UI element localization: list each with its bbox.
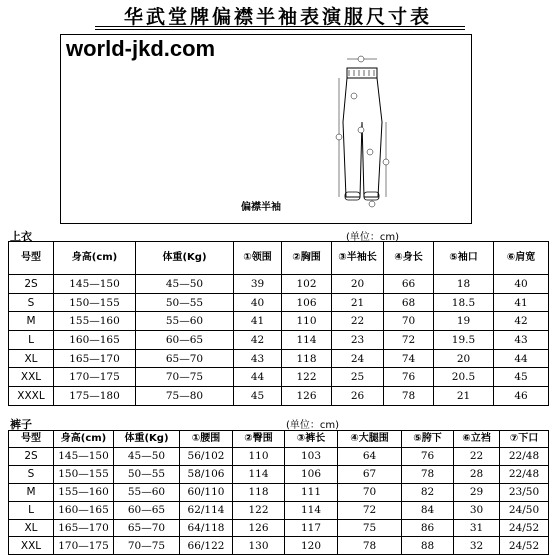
table-cell: 24/52	[500, 537, 549, 555]
table-cell: 114	[282, 331, 332, 350]
table-row	[9, 465, 549, 483]
table-cell: 26	[332, 387, 384, 406]
table-cell: 74	[384, 349, 434, 368]
table-cell: 88	[402, 537, 454, 555]
table-cell: 120	[285, 537, 338, 555]
table-cell: 62/114	[180, 501, 233, 519]
header-cell: ⑥肩宽	[494, 242, 549, 275]
table-cell: 66	[384, 275, 434, 294]
table-cell: 22	[454, 448, 500, 466]
table-cell: 25	[332, 368, 384, 387]
table-cell: 72	[338, 501, 402, 519]
top-size-table	[8, 241, 549, 406]
table-cell: 44	[234, 368, 282, 387]
table-cell: 175—180	[54, 387, 136, 406]
table-cell: 117	[285, 519, 338, 537]
table-cell: 18	[434, 275, 494, 294]
header-cell: ①腰围	[180, 431, 233, 448]
table-cell: 106	[285, 465, 338, 483]
table-row	[9, 275, 549, 294]
header-cell: 身高(cm)	[54, 431, 114, 448]
table-cell: 22/48	[500, 448, 549, 466]
table-cell: 165—170	[54, 349, 136, 368]
table-cell: 75—80	[136, 387, 234, 406]
table-cell: 32	[454, 537, 500, 555]
table-cell: 23/50	[500, 483, 549, 501]
table-cell: 126	[282, 387, 332, 406]
table-row	[9, 519, 549, 537]
page-title: 华武堂牌偏襟半袖表演服尺寸表	[123, 6, 432, 28]
table-cell: 122	[233, 501, 285, 519]
table-cell: 82	[402, 483, 454, 501]
table-cell: 165—170	[54, 519, 114, 537]
table-cell: 67	[338, 465, 402, 483]
table-cell: 19.5	[434, 331, 494, 350]
header-cell: 号型	[9, 242, 54, 275]
table-cell: 118	[282, 349, 332, 368]
table-cell: 64	[338, 448, 402, 466]
table-row	[9, 483, 549, 501]
table-cell: 45	[494, 368, 549, 387]
table-cell: 106	[282, 293, 332, 312]
table-cell: 102	[282, 275, 332, 294]
header-cell: 体重(Kg)	[114, 431, 180, 448]
size-cell: 2S	[9, 448, 54, 466]
table-cell: 42	[494, 312, 549, 331]
header-cell: ⑦下口	[500, 431, 549, 448]
table-cell: 50—55	[114, 465, 180, 483]
table-cell: 44	[494, 349, 549, 368]
table-cell: 84	[402, 501, 454, 519]
table-cell: 118	[233, 483, 285, 501]
header-cell: ④身长	[384, 242, 434, 275]
top-table-header	[9, 242, 549, 275]
header-cell: ①领围	[234, 242, 282, 275]
table-cell: 114	[233, 465, 285, 483]
table-row	[9, 349, 549, 368]
table-cell: 122	[282, 368, 332, 387]
size-cell: XL	[9, 349, 54, 368]
table-cell: 20	[332, 275, 384, 294]
table-cell: 70—75	[114, 537, 180, 555]
table-cell: 43	[494, 331, 549, 350]
table-row	[9, 537, 549, 555]
table-cell: 41	[494, 293, 549, 312]
top-section-label: 上衣	[10, 230, 32, 243]
title-underline-2	[95, 29, 465, 30]
table-cell: 45—50	[114, 448, 180, 466]
table-cell: 28	[454, 465, 500, 483]
table-cell: 60/110	[180, 483, 233, 501]
table-cell: 150—155	[54, 465, 114, 483]
table-cell: 72	[384, 331, 434, 350]
bottom-size-table	[8, 430, 549, 555]
table-cell: 75	[338, 519, 402, 537]
header-cell: 体重(Kg)	[136, 242, 234, 275]
table-cell: 39	[234, 275, 282, 294]
table-cell: 20	[434, 349, 494, 368]
table-row	[9, 501, 549, 519]
size-cell: L	[9, 331, 54, 350]
header-cell: ④大腿围	[338, 431, 402, 448]
header-cell: ③半袖长	[332, 242, 384, 275]
table-cell: 70	[384, 312, 434, 331]
table-row	[9, 387, 549, 406]
table-cell: 126	[233, 519, 285, 537]
title-underline	[95, 26, 465, 27]
table-row	[9, 448, 549, 466]
table-cell: 60—65	[114, 501, 180, 519]
table-cell: 43	[234, 349, 282, 368]
table-cell: 21	[332, 293, 384, 312]
size-cell: 2S	[9, 275, 54, 294]
header-cell: ⑤袖口	[434, 242, 494, 275]
watermark: world-jkd.com	[66, 36, 216, 61]
table-cell: 30	[454, 501, 500, 519]
table-cell: 78	[384, 387, 434, 406]
table-cell: 58/106	[180, 465, 233, 483]
table-row	[9, 293, 549, 312]
header-cell: ②臀围	[233, 431, 285, 448]
table-row	[9, 312, 549, 331]
table-cell: 55—60	[114, 483, 180, 501]
table-cell: 42	[234, 331, 282, 350]
table-cell: 56/102	[180, 448, 233, 466]
table-cell: 66/122	[180, 537, 233, 555]
table-cell: 110	[233, 448, 285, 466]
table-cell: 130	[233, 537, 285, 555]
table-cell: 24	[332, 349, 384, 368]
table-cell: 50—55	[136, 293, 234, 312]
table-cell: 76	[384, 368, 434, 387]
table-cell: 22/48	[500, 465, 549, 483]
table-cell: 29	[454, 483, 500, 501]
table-cell: 155—160	[54, 312, 136, 331]
table-cell: 76	[402, 448, 454, 466]
table-cell: 160—165	[54, 331, 136, 350]
size-cell: M	[9, 483, 54, 501]
size-cell: M	[9, 312, 54, 331]
table-cell: 65—70	[114, 519, 180, 537]
table-cell: 70	[338, 483, 402, 501]
bottom-unit-label: (单位：cm)	[286, 420, 340, 431]
table-cell: 155—160	[54, 483, 114, 501]
size-cell: XXXL	[9, 387, 54, 406]
table-cell: 24/50	[500, 501, 549, 519]
table-cell: 46	[494, 387, 549, 406]
table-cell: 40	[234, 293, 282, 312]
pants-diagram	[316, 52, 406, 212]
size-cell: XXL	[9, 368, 54, 387]
table-cell: 45—50	[136, 275, 234, 294]
table-cell: 86	[402, 519, 454, 537]
size-cell: S	[9, 293, 54, 312]
bottom-section-label: 裤子	[10, 418, 32, 431]
table-row	[9, 331, 549, 350]
table-cell: 45	[234, 387, 282, 406]
table-cell: 68	[384, 293, 434, 312]
size-cell: S	[9, 465, 54, 483]
table-cell: 160—165	[54, 501, 114, 519]
table-cell: 24/52	[500, 519, 549, 537]
header-cell: ③裤长	[285, 431, 338, 448]
table-cell: 19	[434, 312, 494, 331]
table-cell: 70—75	[136, 368, 234, 387]
top-unit-label: (单位：cm)	[346, 232, 400, 243]
table-cell: 103	[285, 448, 338, 466]
garment-image-frame	[60, 34, 472, 224]
table-cell: 111	[285, 483, 338, 501]
table-cell: 170—175	[54, 537, 114, 555]
bottom-table-header	[9, 431, 549, 448]
table-cell: 23	[332, 331, 384, 350]
image-caption: 偏襟半袖	[241, 202, 281, 213]
table-cell: 150—155	[54, 293, 136, 312]
table-cell: 21	[434, 387, 494, 406]
size-cell: L	[9, 501, 54, 519]
table-cell: 78	[402, 465, 454, 483]
table-cell: 170—175	[54, 368, 136, 387]
header-cell: 身高(cm)	[54, 242, 136, 275]
table-cell: 145—150	[54, 275, 136, 294]
table-cell: 55—60	[136, 312, 234, 331]
table-cell: 110	[282, 312, 332, 331]
table-cell: 114	[285, 501, 338, 519]
table-cell: 22	[332, 312, 384, 331]
table-cell: 20.5	[434, 368, 494, 387]
header-cell: 号型	[9, 431, 54, 448]
header-cell: ⑤胯下	[402, 431, 454, 448]
table-row	[9, 368, 549, 387]
table-cell: 31	[454, 519, 500, 537]
table-cell: 64/118	[180, 519, 233, 537]
header-cell: ②胸围	[282, 242, 332, 275]
table-cell: 60—65	[136, 331, 234, 350]
header-cell: ⑥立裆	[454, 431, 500, 448]
table-cell: 41	[234, 312, 282, 331]
table-cell: 18.5	[434, 293, 494, 312]
table-cell: 65—70	[136, 349, 234, 368]
size-cell: XXL	[9, 537, 54, 555]
size-cell: XL	[9, 519, 54, 537]
table-cell: 78	[338, 537, 402, 555]
table-cell: 40	[494, 275, 549, 294]
table-cell: 145—150	[54, 448, 114, 466]
